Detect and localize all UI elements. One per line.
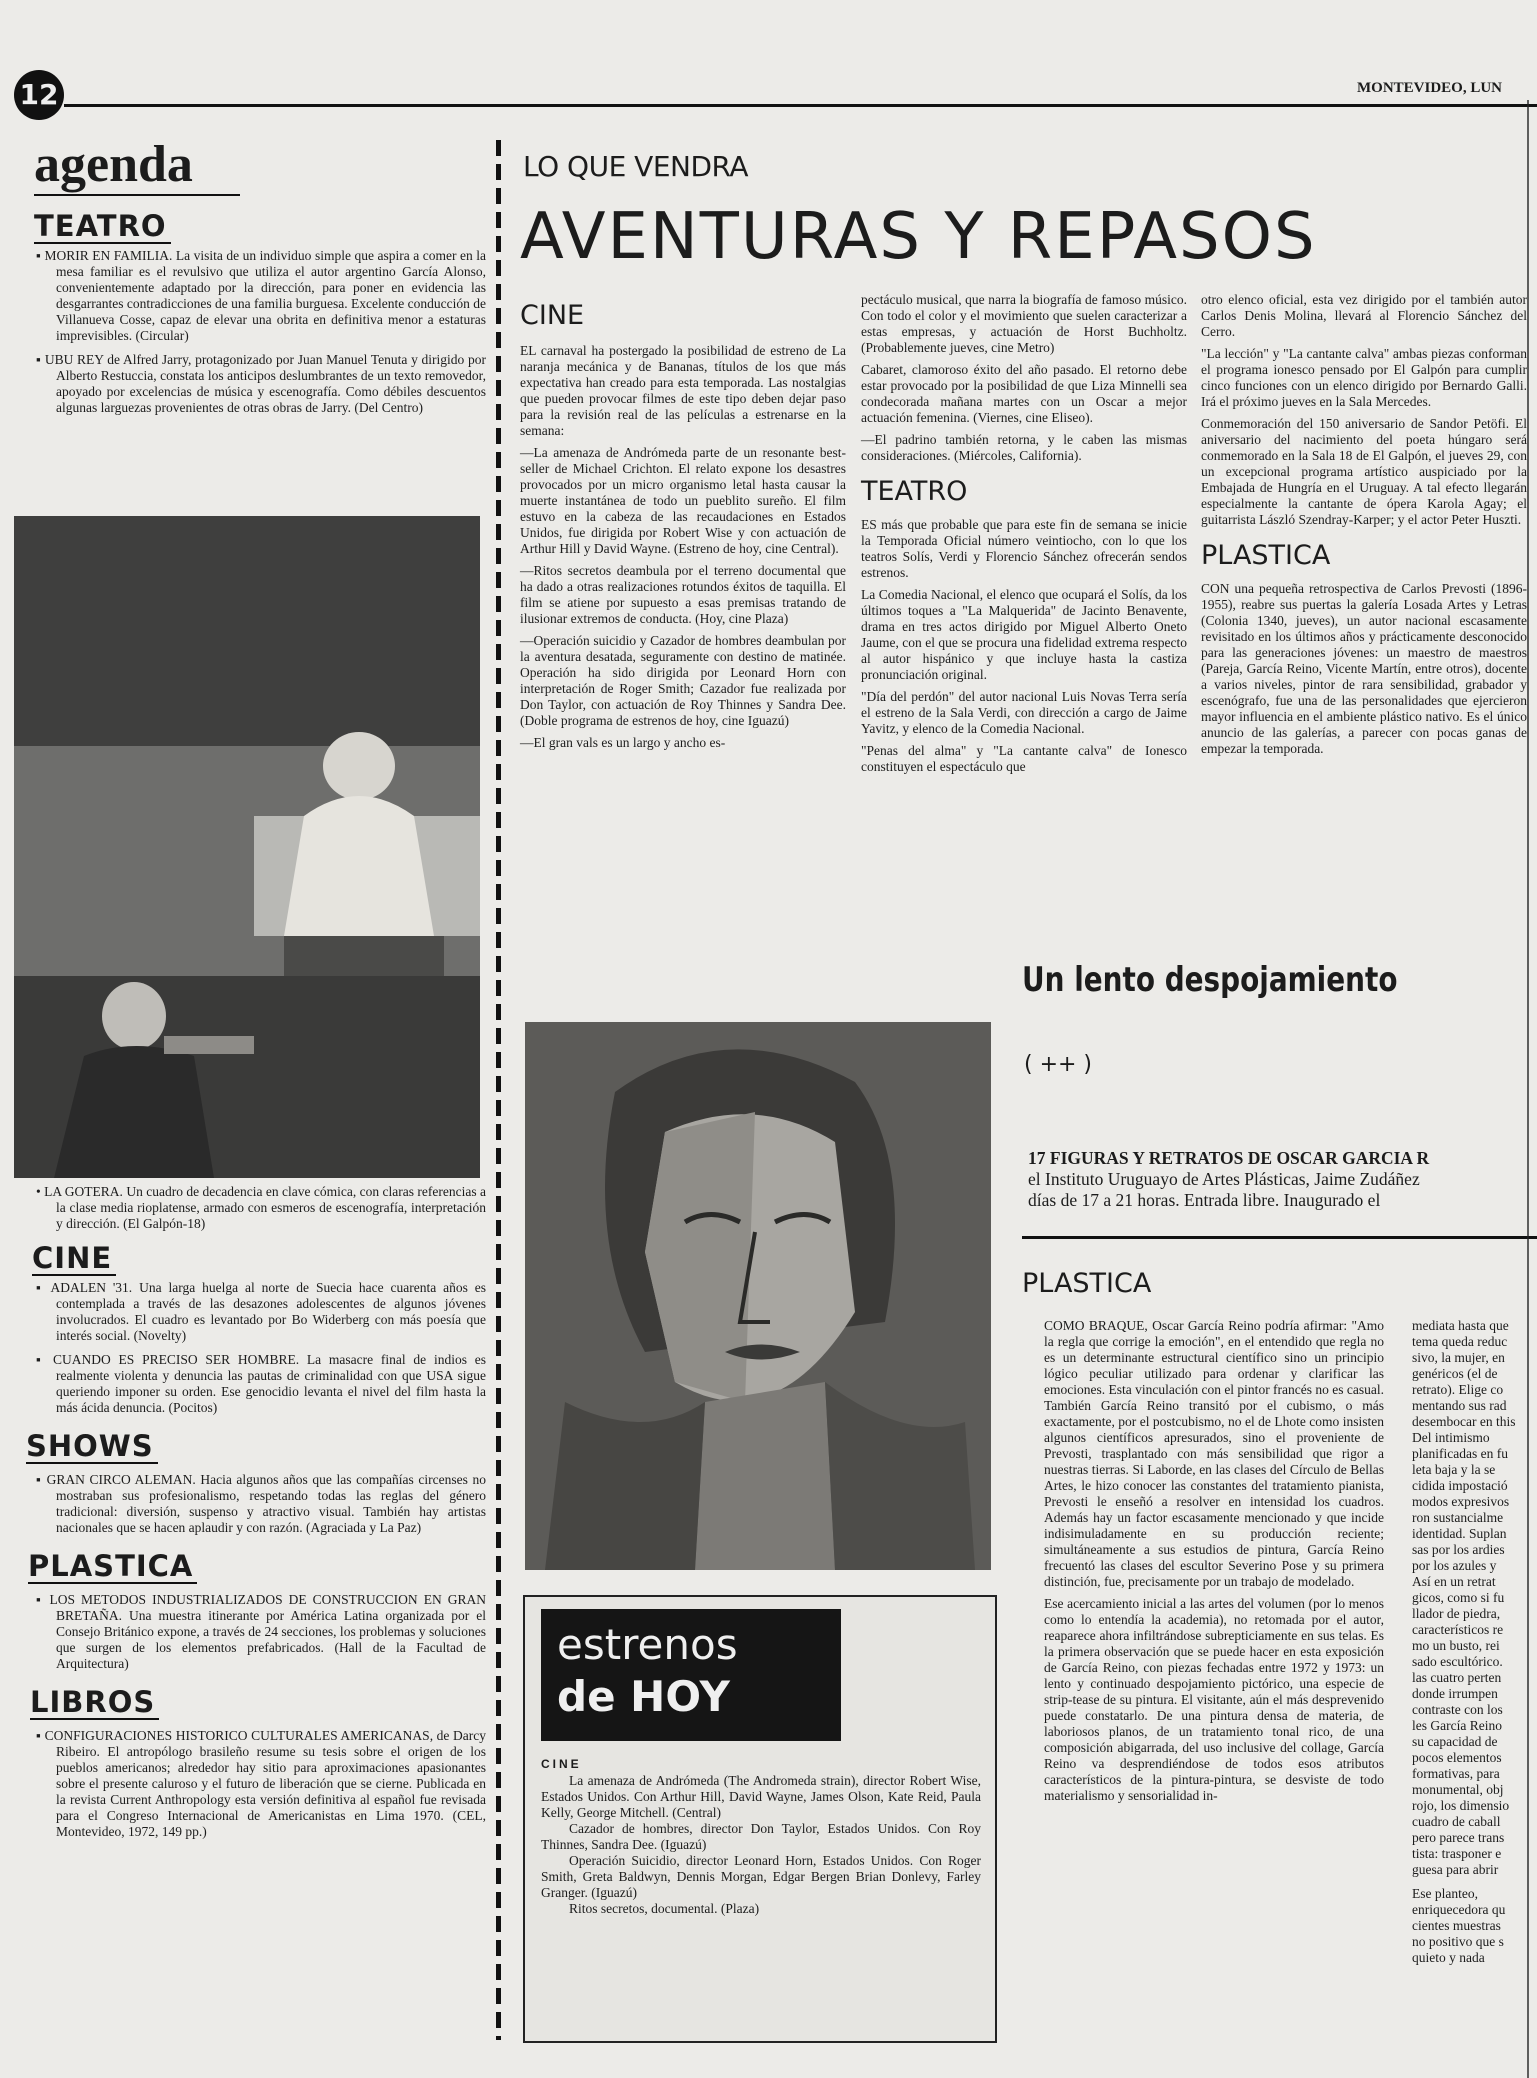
libros-heading: LIBROS bbox=[30, 1686, 159, 1720]
estrenos-title-line2: de HOY bbox=[557, 1672, 730, 1721]
review-col-1 bbox=[1044, 1318, 1384, 1810]
cine-item: ▪︎ ADALEN '31. Una larga huelga al norte de Suecia hace cuarenta años es contemplada a través de las desazones adolescentes de algunos jóvenes involucrados. El cuadro es levantado por Bo Widerberg con más poesía que interés social. (Novelty) bbox=[36, 1280, 486, 1343]
estreno-entry: Ritos secretos, documental. (Plaza) bbox=[569, 1901, 760, 1916]
agenda-title: agenda bbox=[34, 136, 240, 196]
review-fragment: tema queda reduc bbox=[1412, 1334, 1508, 1349]
feature-paragraph: —Operación suicidio y Cazador de hombres deambulan por la aventura desatada, seguramente con destino de matinée. Operación ha sido dirigida por Leonard Horn con interpretación de Roger Smith; Cazador fue realizada por Don Taylor, con actuación de Roy Thinnes y Sandra Dee. (Doble programa de estrenos de hoy, cine Iguazú) bbox=[520, 633, 846, 728]
feature-paragraph: CON una pequeña retrospectiva de Carlos Prevosti (1896-1955), reabre sus puertas la galería Losada Artes y Letras (Colonia 1340, jueves), un autor nacional escasamente revisitado en los últimos años y prácticamente desconocido para las generaciones jóvenes: un maestro de maestros (Pareja, García Reino, Vicente Martín, entre otros), docente a varios niveles, pintor de rara sensibilidad, grabador y escenógrafo, fue una de las personalidades que ejercieron mayor influencia en el ambiente plástico nativo. Es el único anuncio de las galerías, a parecer con pocas ganas de empezar la temporada. bbox=[1201, 581, 1527, 756]
feature-col-1 bbox=[520, 300, 846, 757]
review-fragment: cidida impostació bbox=[1412, 1478, 1508, 1493]
review-fragment: sivo, la mujer, en bbox=[1412, 1350, 1505, 1365]
feature-paragraph: La Comedia Nacional, el elenco que ocupará el Solís, da los últimos toques a "La Malquerida" de Jacinto Benavente, drama en tres actos dirigido por Miguel Alberto Oneto Jaume, con el que se procura una fidelidad extrema respecto al autor hispánico y que incluye hasta la castiza pronunciación original. bbox=[861, 587, 1187, 682]
plastica-item: ▪︎ LOS METODOS INDUSTRIALIZADOS DE CONSTRUCCION EN GRAN BRETAÑA. Una muestra itinerante por América Latina organizada por el Consejo Británico expone, a través de 24 secciones, los problemas y soluciones que surgen de los elementos prefabricados. (Hall de la Facultad de Arquitectura) bbox=[36, 1592, 486, 1671]
feature-paragraph: EL carnaval ha postergado la posibilidad de estreno de La naranja mecánica y de Bananas, títulos de los que más expectativa han creado para esta temporada. Las nostalgias que pueden provocar filmes de este tipo deben dejar paso para la revisión real de las películas a estrenarse en la semana: bbox=[520, 343, 846, 438]
feature-paragraph: —La amenaza de Andrómeda parte de un resonante best-seller de Michael Crichton. El relato expone los desastres provocados por un micro organismo letal hasta causar la muerte instantánea de todo un pueblito sureño. El film estuvo en la cabeza de las recaudaciones en Estados Unidos, fue dirigida por Robert Wise y con actuación de Arthur Hill y David Wayne. (Estreno de hoy, cine Central). bbox=[520, 445, 846, 556]
review-info-line3: días de 17 a 21 horas. Entrada libre. Inaugurado el bbox=[1028, 1190, 1381, 1210]
review-paragraph: Ese acercamiento inicial a las artes del volumen (por lo menos como lo entendía la academia), no retomada por el autor, reaparece ahora infiltrándose subrepticiamente en sus telas. Es la primera observación que se puede hacer en esta exposición de García Reino, con piezas fechadas entre 1972 y 1973: un lento y continuado despojamiento pictórico, una especie de strip-tease de su pintura. El visitante, aún el más desprevenido puede constatarlo. De una pintura densa de materia, de laboriosos planos, de un tratamiento tonal rico, de una composición abigarrada, del uso inclusive del collage, García Reino va desprendiéndose de todos esos atributos característicos de la pintura-pintura, se desviste de todo materialismo y sensorialidad in- bbox=[1044, 1596, 1384, 1803]
review-fragment: Del intimismo bbox=[1412, 1430, 1490, 1445]
cine-section-heading: CINE bbox=[520, 300, 585, 331]
review-fragment: desembocar en this bbox=[1412, 1414, 1516, 1429]
teatro-item: ▪︎ UBU REY de Alfred Jarry, protagonizado por Juan Manuel Tenuta y dirigido por Alberto Restuccia, constata los anticipos deslumbrantes de un texto removedor, apoyado por excelencias de música y escenografía. Como débiles descuentos algunas larguezas provenientes de otras obras de Jarry. (Del Centro) bbox=[36, 352, 486, 415]
shows-heading: SHOWS bbox=[26, 1430, 158, 1464]
feature-title: AVENTURAS Y REPASOS bbox=[520, 200, 1317, 274]
review-fragment: guesa para abrir bbox=[1412, 1862, 1499, 1877]
cine-heading: CINE bbox=[32, 1242, 116, 1276]
review-fragment: mo un busto, rei bbox=[1412, 1638, 1500, 1653]
review-fragment: monumental, obj bbox=[1412, 1782, 1504, 1797]
review-fragment: identidad. Suplan bbox=[1412, 1526, 1507, 1541]
photo-caption: • LA GOTERA. Un cuadro de decadencia en clave cómica, con claras referencias a la clase media rioplatense, armado con esmeros de escenografía, interpretación y dirección. (El Galpón-18) bbox=[36, 1184, 486, 1231]
review-fragment: no positivo que s bbox=[1412, 1934, 1504, 1949]
feature-paragraph: pectáculo musical, que narra la biografía de famoso músico. Con todo el color y el movimiento que suelen caracterizar a estas empresas, y actuación de Horst Buchholtz. (Probablemente jueves, cine Metro) bbox=[861, 292, 1187, 355]
review-fragment: cientes muestras bbox=[1412, 1918, 1501, 1933]
review-fragment: sas por los ardies bbox=[1412, 1542, 1505, 1557]
review-fragment: leta baja y la se bbox=[1412, 1462, 1496, 1477]
review-col-2 bbox=[1412, 1318, 1537, 1966]
review-fragment: formativas, para bbox=[1412, 1766, 1500, 1781]
feature-paragraph: Cabaret, clamoroso éxito del año pasado. El retorno debe estar provocado por la posibilidad de que Liza Minnelli sea condecorada mañana martes con un Oscar a mejor actuación femenina. (Viernes, cine Eliseo). bbox=[861, 362, 1187, 425]
review-fragment: las cuatro perten bbox=[1412, 1670, 1502, 1685]
review-info-line2: el Instituto Uruguayo de Artes Plásticas, Jaime Zudáñez bbox=[1028, 1169, 1420, 1189]
estrenos-title-block bbox=[541, 1609, 841, 1741]
feature-paragraph: —El padrino también retorna, y le caben las mismas consideraciones. (Miércoles, California). bbox=[861, 432, 1187, 463]
estrenos-cine-label: CINE bbox=[541, 1757, 582, 1771]
feature-paragraph: —Ritos secretos deambula por el terreno documental que ha dado a otras realizaciones rotundos éxitos de taquilla. El film se atiene por supuesto a esas premisas tratando de ilusionar extremos de conducta. (Hoy, cine Plaza) bbox=[520, 563, 846, 626]
feature-col-2 bbox=[861, 292, 1187, 781]
agenda-column-lower bbox=[26, 1184, 486, 1848]
feature-kicker: LO QUE VENDRA bbox=[523, 150, 748, 183]
review-rule bbox=[1022, 1236, 1537, 1239]
theatre-photo bbox=[14, 516, 480, 1178]
review-fragment: pocos elementos bbox=[1412, 1750, 1502, 1765]
libros-item: ▪︎ CONFIGURACIONES HISTORICO CULTURALES AMERICANAS, de Darcy Ribeiro. El antropólogo brasileño resume su tesis sobre el origen de los pueblos americanos; alrededor hay sitio para aproximaciones apasionantes sobre el presente caluroso y el futuro de liberación que se cierne. Publicada en la revista Current Anthropology esta versión definitiva al español fue revisada para el Congreso Internacional de Americanistas en Lima 1970. (CEL, Montevideo, 1972, 149 pp.) bbox=[36, 1728, 486, 1839]
page-fold-line bbox=[1527, 100, 1529, 2078]
review-fragment: quieto y nada bbox=[1412, 1950, 1485, 1965]
review-fragment: retrato). Elige co bbox=[1412, 1382, 1504, 1397]
review-fragment: cuadro de caball bbox=[1412, 1814, 1501, 1829]
review-fragment: tista: trasponer e bbox=[1412, 1846, 1502, 1861]
review-info-line1: 17 FIGURAS Y RETRATOS DE OSCAR GARCIA R bbox=[1028, 1148, 1430, 1168]
teatro-item: ▪︎ MORIR EN FAMILIA. La visita de un individuo simple que aspira a comer en la mesa familiar es el revulsivo que utiliza el autor argentino García Alonso, convenientemente adaptado por la dirección, para poner en evidencia las desgarrantes contradicciones de una familia burguesa. Excelente conducción de Villanueva Cosse, capaz de elevar una obrita en definitiva menor a estaturas imprevisibles. (Circular) bbox=[36, 248, 486, 343]
estreno-entry: La amenaza de Andrómeda (The Andromeda strain), director Robert Wise, Estados Unidos. Con Arthur Hill, David Wayne, James Olson, Kate Reid, Paula Kelly, George Mitchell. (Central) bbox=[541, 1773, 981, 1820]
review-title: Un lento despojamiento bbox=[1022, 960, 1398, 1000]
plastica-section-heading: PLASTICA bbox=[1201, 540, 1331, 571]
review-fragment: Así en un retrat bbox=[1412, 1574, 1496, 1589]
review-fragment: planificadas en fu bbox=[1412, 1446, 1508, 1461]
agenda-column bbox=[24, 136, 486, 424]
estreno-entry: Cazador de hombres, director Don Taylor, Estados Unidos. Con Roy Thinnes, Sandra Dee. (Iguazú) bbox=[541, 1821, 981, 1852]
review-rating: ( ++ ) bbox=[1024, 1052, 1093, 1077]
page-number: 12 bbox=[19, 78, 59, 111]
teatro-section-heading: TEATRO bbox=[861, 476, 968, 507]
review-fragment: mediata hasta que bbox=[1412, 1318, 1509, 1333]
teatro-list bbox=[24, 248, 486, 416]
column-divider bbox=[496, 140, 501, 2040]
page-number-badge bbox=[14, 70, 64, 120]
feature-paragraph: "La lección" y "La cantante calva" ambas piezas conforman el programa ionesco pensado por El Galpón para cumplir cinco funciones con un elenco dirigido por Bernardo Galli. Irá el próximo jueves en la Sala Mercedes. bbox=[1201, 346, 1527, 409]
review-fragment: contraste con los bbox=[1412, 1702, 1503, 1717]
shows-item: ▪︎ GRAN CIRCO ALEMAN. Hacia algunos años que las compañías circenses no mostraban sus profesionalismo, respetando todas las reglas del género tradicional: diversión, suspenso y atractivo visual. También hay artistas nacionales que se hacen aplaudir y con razón. (Agraciada y La Paz) bbox=[36, 1472, 486, 1535]
teatro-heading: TEATRO bbox=[34, 210, 171, 244]
painting-image bbox=[525, 1022, 991, 1570]
portrait-painting bbox=[525, 1022, 991, 1570]
feature-paragraph: Conmemoración del 150 aniversario de Sandor Petöfi. El aniversario del nacimiento del poeta húngaro será conmemorado en la Sala 18 de El Galpón, el jueves 29, con un excepcional programa artístico auspiciado por la Embajada de Hungría en el Uruguay. A tal efecto llegarán especialmente la cantante de ópera Karola Agay; el guitarrista László Szendray-Karper; y el actor Peter Huszti. bbox=[1201, 416, 1527, 527]
estrenos-box bbox=[523, 1595, 997, 2043]
review-fragment: Ese planteo, bbox=[1412, 1886, 1478, 1901]
review-fragment: característicos re bbox=[1412, 1622, 1504, 1637]
review-fragment: sado escultórico. bbox=[1412, 1654, 1503, 1669]
estrenos-title-line1: estrenos bbox=[557, 1620, 738, 1669]
feature-paragraph: "Penas del alma" y "La cantante calva" de Ionesco constituyen el espectáculo que bbox=[861, 743, 1187, 774]
masthead-rule bbox=[64, 104, 1537, 107]
review-fragment: por los azules y bbox=[1412, 1558, 1497, 1573]
feature-col-3 bbox=[1201, 292, 1527, 763]
review-fragment: rojo, los dimensio bbox=[1412, 1798, 1510, 1813]
review-fragment: gicos, como si fu bbox=[1412, 1590, 1505, 1605]
feature-paragraph: ES más que probable que para este fin de semana se inicie la Temporada Oficial número veintiocho, con lo que los teatros Solís, Verdi y Florencio Sánchez ofrecerán sendos estrenos. bbox=[861, 517, 1187, 580]
cine-item: ▪︎ CUANDO ES PRECISO SER HOMBRE. La masacre final de indios es realmente violenta y denuncia las pautas de criminalidad con que USA sigue queriendo imponer su orden. Ese genocidio levanta el nivel del film hasta la más ácida denuncia. (Pocitos) bbox=[36, 1352, 486, 1415]
estreno-entry: Operación Suicidio, director Leonard Horn, Estados Unidos. Con Roger Smith, Greta Baldwyn, Dennis Morgan, Edgar Bergen Brian Donlevy, Farley Granger. (Iguazú) bbox=[541, 1853, 981, 1900]
feature-paragraph: otro elenco oficial, esta vez dirigido por el también autor Carlos Denis Molina, llevará al Florencio Sánchez del Cerro. bbox=[1201, 292, 1527, 339]
review-fragment: donde irrumpen bbox=[1412, 1686, 1498, 1701]
review-info bbox=[1028, 1148, 1537, 1211]
theatre-scene-image bbox=[14, 516, 480, 1178]
review-fragment: pero parece trans bbox=[1412, 1830, 1505, 1845]
review-fragment: mentando sus rad bbox=[1412, 1398, 1507, 1413]
review-fragment: genéricos (el de bbox=[1412, 1366, 1498, 1381]
review-fragment: llador de piedra, bbox=[1412, 1606, 1501, 1621]
review-fragment: ron sustancialme bbox=[1412, 1510, 1504, 1525]
review-fragment: enriquecedora qu bbox=[1412, 1902, 1506, 1917]
review-section-heading: PLASTICA bbox=[1022, 1268, 1152, 1299]
review-fragment: les García Reino bbox=[1412, 1718, 1502, 1733]
review-fragment: modos expresivos bbox=[1412, 1494, 1510, 1509]
review-fragment: su capacidad de bbox=[1412, 1734, 1498, 1749]
estrenos-list bbox=[541, 1757, 981, 1917]
feature-paragraph: —El gran vals es un largo y ancho es- bbox=[520, 735, 726, 750]
masthead-label: MONTEVIDEO, LUN bbox=[1357, 80, 1503, 96]
review-paragraph: COMO BRAQUE, Oscar García Reino podría afirmar: "Amo la regla que corrige la emoción", en el entendido que regla no es un determinante estructural científico sino un principio lógico peculiar utilizado para ordenar y clarificar las emociones. Esta vinculación con el pintor francés no es casual. También García Reino transitó por el cubismo, o más exactamente, por el postcubismo, no el de Lhote como insisten algunos científicos apresurados, sino el proveniente de Prevosti, trasplantado con más sensibilidad que rigor a nuestras tierras. Si Laborde, en las clases del Círculo de Bellas Artes, le hizo conocer las constantes del tratamiento pianista, Prevosti le enseñó a resolver en intensidad los cuadros. Además hay un factor escasamente mencionado y que incide indisimuladamente en su producción reciente; simultáneamente a sus estudios de pintura, García Reino frecuentó las clases del escultor Severino Pose y su primera distinción, fue, precisamente por un trabajo de modelado. bbox=[1044, 1318, 1385, 1589]
feature-paragraph: "Día del perdón" del autor nacional Luis Novas Terra sería el estreno de la Sala Verdi, con dirección a cargo de Jaime Yavitz, y elenco de la Comedia Nacional. bbox=[861, 689, 1187, 736]
plastica-heading: PLASTICA bbox=[28, 1550, 197, 1584]
